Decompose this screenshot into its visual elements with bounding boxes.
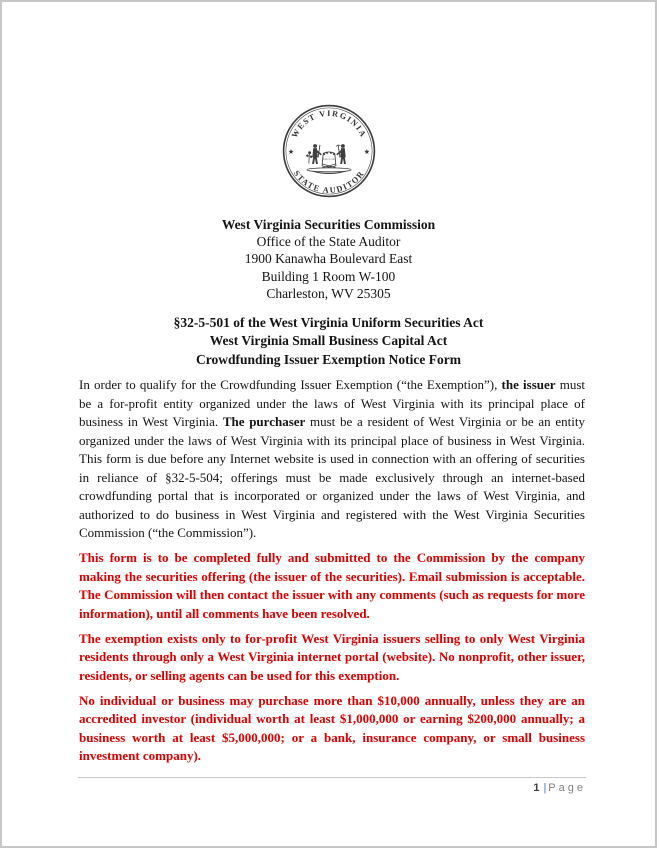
address-line-3: Charleston, WV 25305 <box>266 285 391 301</box>
notice-paragraph-exemption-scope: The exemption exists only to for-profit West Virginia issuers selling to only West Virginia residents through only a West Virginia internet portal (website). No nonprofit, other issuer, residents, or selling agents can be used for this exemption. <box>79 630 585 683</box>
title-line-1: §32-5-501 of the West Virginia Uniform Securities Act <box>173 315 484 330</box>
address-line-1: 1900 Kanawha Boulevard East <box>244 251 413 267</box>
seal-left-star-icon: ★ <box>287 147 294 156</box>
state-auditor-seal-icon <box>281 103 377 199</box>
seal-top-text: WEST VIRGINIA <box>289 108 368 140</box>
intro-text-2: must be a for-profit entity organized under the laws of West Virginia with its principal place of business in West Virginia. <box>79 377 585 429</box>
title-line-2: West Virginia Small Business Capital Act <box>209 333 448 349</box>
document-title <box>2 314 655 369</box>
seal-bottom-text: STATE AUDITOR <box>291 168 366 195</box>
page-number-value: 1 <box>533 782 540 794</box>
seal-right-star-icon: ★ <box>363 147 370 156</box>
office-line: Office of the State Auditor <box>256 234 401 250</box>
intro-paragraph <box>79 376 585 543</box>
intro-text-1: In order to qualify for the Crowdfunding Issuer Exemption (“the Exemption”), <box>79 377 502 392</box>
letterhead <box>2 216 655 302</box>
page-number <box>78 782 586 794</box>
notice-paragraph-purchase-limit: No individual or business may purchase more than $10,000 annually, unless they are an accredited investor (individual worth at least $1,000,000 or earning $200,000 annually; a business worth at least $5,000,000; or a bank, insurance company, or small business investment company). <box>79 692 585 763</box>
page-number-separator: | <box>543 782 547 794</box>
org-name: West Virginia Securities Commission <box>221 217 436 232</box>
intro-bold-issuer: the issuer <box>501 377 556 392</box>
footer-divider <box>78 777 586 778</box>
notice-paragraph-submission: This form is to be completed fully and submitted to the Commission by the company making the securities offering (the issuer of the securities). Email submission is acceptable. The Commission will then contact the issuer with any comments (such as requests for more information), until all comments have been resolved. <box>79 550 585 621</box>
intro-bold-purchaser: The purchaser <box>222 414 306 429</box>
document-body <box>79 376 585 772</box>
seal-emblem <box>306 144 351 174</box>
page-number-label: Page <box>548 782 586 794</box>
address-line-2: Building 1 Room W-100 <box>261 268 396 284</box>
intro-text-3: must be a resident of West Virginia or be an entity organized under the laws of West Virginia with its principal place of business in West Virginia. This form is due before any Internet website is used in connection with an offering of securities in reliance of §32-5-504; offerings must be made exclusively through an internet-based crowdfunding portal that is incorporated or organized under the laws of West Virginia, and authorized to do business in West Virginia and registered with the West Virginia Securities Commission (“the Commission”). <box>79 414 585 540</box>
title-line-3: Crowdfunding Issuer Exemption Notice Form <box>195 351 461 367</box>
page-footer <box>78 777 586 794</box>
seal-svg <box>281 103 377 199</box>
seal-date: JUNE 20 1863 <box>321 159 336 162</box>
